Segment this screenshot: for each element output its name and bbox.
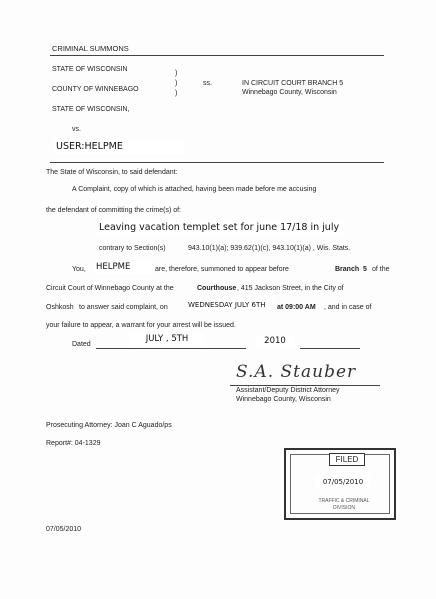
statute-sections: 943.10(1)(a); 939.62(1)(c), 943.10(1)(a) , Wis. Stats. — [188, 245, 351, 252]
court-address: , 415 Jackson Street, in the City of — [237, 285, 344, 292]
versus-label: vs. — [72, 126, 81, 133]
complaint-line: the defendant of committing the crime(s) of: — [46, 207, 182, 214]
caption-rule — [50, 162, 384, 163]
county-label: COUNTY OF WINNEBAGO — [52, 86, 139, 93]
dated-label: Dated — [72, 341, 91, 348]
court-text: Circuit Court of Winnebago County at the — [46, 285, 174, 292]
addressee-name: HELPME — [94, 261, 152, 274]
summon-text: are, therefore, summoned to appear before — [155, 266, 289, 273]
division-label: TRAFFIC & CRIMINAL DIVISION — [318, 498, 370, 511]
footer-date: 07/05/2010 — [46, 526, 82, 533]
courthouse-label: Courthouse — [197, 285, 237, 292]
answer-text: to answer said complaint, on — [79, 304, 168, 311]
filed-date: 07/05/2010 — [315, 475, 371, 489]
document-title: CRIMINAL SUMMONS — [52, 44, 129, 53]
complaint-line: A Complaint, copy of which is attached, having been made before me accusing — [72, 186, 317, 193]
report-number: Report#: 04-1329 — [46, 440, 101, 447]
signer-county: Winnebago County, Wisconsin — [236, 396, 331, 403]
filed-stamp — [284, 448, 396, 520]
signer-title: Assistant/Deputy District Attorney — [236, 387, 340, 394]
court-name: IN CIRCUIT COURT BRANCH 5 — [242, 80, 344, 87]
header-rule — [50, 55, 384, 56]
caption-paren: ) — [175, 90, 178, 97]
appearance-time: at 09:00 AM — [277, 304, 316, 311]
you-label: You, — [72, 266, 86, 273]
dated-underline — [96, 348, 246, 349]
section-prefix: contrary to Section(s) — [99, 245, 166, 252]
court-county: Winnebago County, Wisconsin — [242, 89, 337, 96]
signature: S.A. Stauber — [236, 362, 357, 382]
crime-description: Leaving vacation templet set for june 17/18 in july — [96, 221, 342, 235]
city-label: Oshkosh — [46, 304, 74, 311]
state-label: STATE OF WISCONSIN — [52, 66, 128, 73]
prosecuting-attorney: Prosecuting Attorney: Joan C Aguado/ps — [46, 422, 172, 429]
salutation: The State of Wisconsin, to said defendant: — [46, 169, 178, 176]
party-label: STATE OF WISCONSIN, — [52, 106, 130, 113]
filed-label: FILED — [329, 453, 365, 466]
caption-paren: ) — [175, 70, 178, 77]
dated-year: 2010 — [256, 335, 294, 347]
summon-text: of the — [372, 266, 390, 273]
branch-number: 5 — [363, 266, 367, 273]
year-underline — [300, 348, 360, 349]
answer-text: , and in case of — [324, 304, 372, 311]
filed-stamp-border — [290, 454, 390, 514]
caption-paren: ) — [175, 80, 178, 87]
dated-value: JULY , 5TH — [130, 333, 204, 345]
signature-line — [230, 385, 380, 386]
defendant-name: USER:HELPME — [54, 139, 184, 154]
warrant-notice: your failure to appear, a warrant for your arrest will be issued. — [46, 322, 236, 329]
appearance-date: WEDNESDAY JULY 6TH — [186, 299, 274, 312]
branch-label: Branch — [335, 266, 360, 273]
ss-label: ss. — [203, 80, 212, 87]
